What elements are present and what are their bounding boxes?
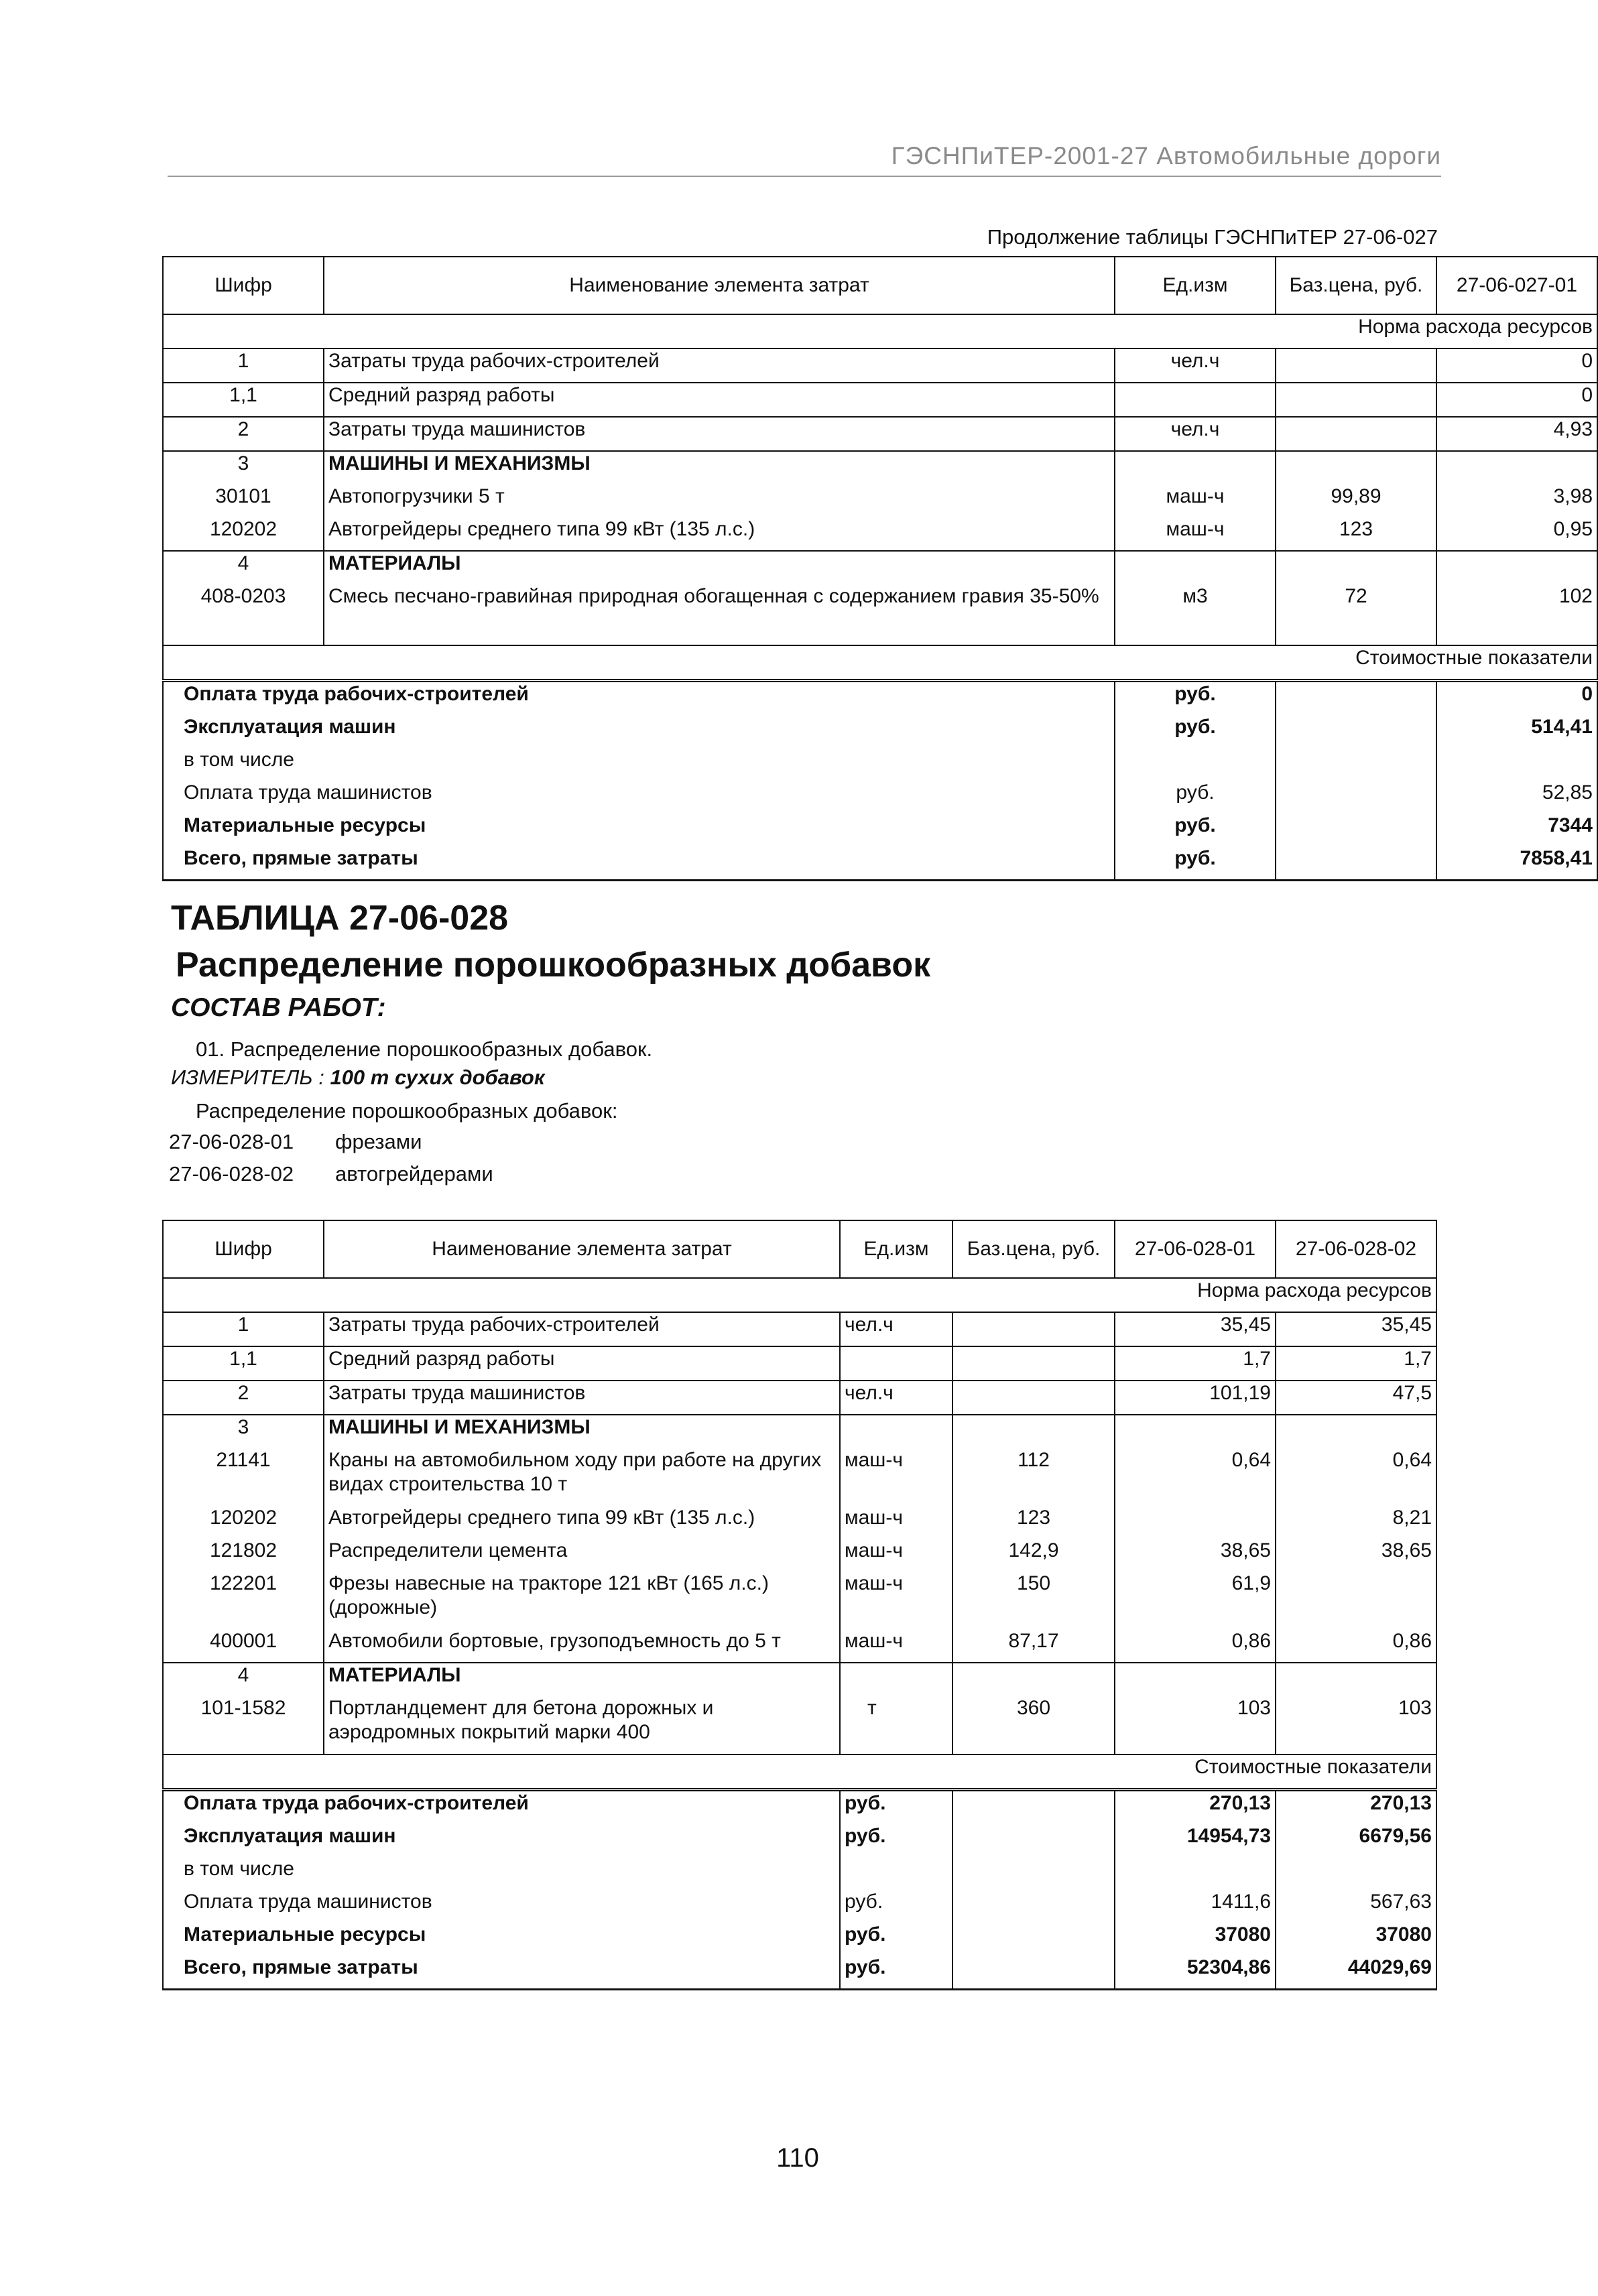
cell-price <box>952 1663 1115 1696</box>
cell-value: 0 <box>1436 348 1597 383</box>
cost-label: Материальные ресурсы <box>163 814 1115 846</box>
cost-value-1: 270,13 <box>1115 1790 1276 1825</box>
cell-name: Автогрейдеры среднего типа 99 кВт (135 л.с.) <box>324 1506 840 1539</box>
table-row <box>163 551 1597 584</box>
cost-value-1: 1411,6 <box>1115 1890 1276 1923</box>
col-header-price: Баз.цена, руб. <box>1276 257 1436 314</box>
col-header-name: Наименование элемента затрат <box>324 1220 840 1278</box>
cost-row <box>163 1824 1436 1857</box>
cell-section-name: МАТЕРИАЛЫ <box>324 1663 840 1696</box>
cost-section-row <box>163 1755 1436 1790</box>
header-rule <box>168 176 1441 177</box>
cell-value-2 <box>1276 1663 1436 1696</box>
table-row <box>163 348 1597 383</box>
cell-value-1: 101,19 <box>1115 1381 1276 1415</box>
cell-price: 87,17 <box>952 1629 1115 1663</box>
cost-row <box>163 814 1597 846</box>
cost-value-2: 567,63 <box>1276 1890 1436 1923</box>
table-row <box>163 1696 1436 1755</box>
cell-name: Средний разряд работы <box>324 1346 840 1381</box>
cell-value-2: 103 <box>1276 1696 1436 1755</box>
cost-value: 514,41 <box>1436 715 1597 748</box>
cell-code: 1 <box>163 348 324 383</box>
cost-unit: руб. <box>840 1923 952 1956</box>
cost-value-2: 6679,56 <box>1276 1824 1436 1857</box>
cost-value-2: 37080 <box>1276 1923 1436 1956</box>
cost-value: 0 <box>1436 681 1597 716</box>
cell-unit: маш-ч <box>1115 485 1276 517</box>
cost-value-1: 37080 <box>1115 1923 1276 1956</box>
cost-label: Оплата труда машинистов <box>163 781 1115 814</box>
cell-value-1: 1,7 <box>1115 1346 1276 1381</box>
col-header-variant-2: 27-06-028-02 <box>1276 1220 1436 1278</box>
table-row <box>163 1312 1436 1346</box>
col-header-name: Наименование элемента затрат <box>324 257 1115 314</box>
running-head: ГЭСНПиТЕР-2001-27 Автомобильные дороги <box>891 142 1441 170</box>
cell-price <box>1276 383 1436 417</box>
table-header-row <box>163 257 1597 314</box>
table-row <box>163 1629 1436 1663</box>
cell-code: 2 <box>163 417 324 451</box>
measure-label: ИЗМЕРИТЕЛЬ : <box>171 1066 324 1089</box>
cell-value <box>1436 551 1597 584</box>
cost-label: Всего, прямые затраты <box>163 1956 840 1990</box>
norm-section-label: Норма расхода ресурсов <box>163 1278 1436 1312</box>
cost-label: Оплата труда рабочих-строителей <box>163 1790 840 1825</box>
cell-value-1: 35,45 <box>1115 1312 1276 1346</box>
col-header-variant: 27-06-027-01 <box>1436 257 1597 314</box>
variant-code: 27-06-028-01 <box>169 1130 294 1153</box>
table-continuation-caption: Продолжение таблицы ГЭСНПиТЕР 27-06-027 <box>987 225 1438 249</box>
cell-unit: маш-ч <box>840 1539 952 1572</box>
table-row <box>163 417 1597 451</box>
col-header-price: Баз.цена, руб. <box>952 1220 1115 1278</box>
cell-name: Портландцемент для бетона дорожных и аэродромных покрытий марки 400 <box>324 1696 840 1755</box>
cost-unit: руб. <box>840 1824 952 1857</box>
cell-price <box>1276 451 1436 485</box>
cell-name: Фрезы навесные на тракторе 121 кВт (165 л.с.) (дорожные) <box>324 1572 840 1629</box>
table-row <box>163 485 1597 517</box>
cell-value-1 <box>1115 1663 1276 1696</box>
cell-code: 1 <box>163 1312 324 1346</box>
cost-value-1 <box>1115 1857 1276 1890</box>
col-header-variant-1: 27-06-028-01 <box>1115 1220 1276 1278</box>
cell-value-2: 8,21 <box>1276 1506 1436 1539</box>
cost-label: в том числе <box>163 1857 840 1890</box>
cell-code: 120202 <box>163 1506 324 1539</box>
cell-price: 99,89 <box>1276 485 1436 517</box>
cost-row <box>163 781 1597 814</box>
cell-value <box>1436 451 1597 485</box>
cell-code: 400001 <box>163 1629 324 1663</box>
cell-value: 4,93 <box>1436 417 1597 451</box>
cell-name: Распределители цемента <box>324 1539 840 1572</box>
cell-value: 102 <box>1436 584 1597 645</box>
cost-label: Материальные ресурсы <box>163 1923 840 1956</box>
variant-name: фрезами <box>335 1130 422 1153</box>
cell-value-1: 103 <box>1115 1696 1276 1755</box>
table-title: ТАБЛИЦА 27-06-028 <box>171 899 509 938</box>
cost-label: Оплата труда машинистов <box>163 1890 840 1923</box>
variant-code: 27-06-028-02 <box>169 1162 294 1186</box>
cell-unit: чел.ч <box>840 1381 952 1415</box>
cell-unit: маш-ч <box>840 1629 952 1663</box>
cell-value-1: 61,9 <box>1115 1572 1276 1629</box>
cell-name: Затраты труда машинистов <box>324 417 1115 451</box>
cost-unit: руб. <box>840 1790 952 1825</box>
cell-section-name: МАШИНЫ И МЕХАНИЗМЫ <box>324 451 1115 485</box>
cost-value-2: 270,13 <box>1276 1790 1436 1825</box>
cell-unit <box>1115 451 1276 485</box>
cell-value-2: 47,5 <box>1276 1381 1436 1415</box>
cell-code: 2 <box>163 1381 324 1415</box>
cell-name: Затраты труда рабочих-строителей <box>324 348 1115 383</box>
cell-unit <box>1115 383 1276 417</box>
cell-value-2: 38,65 <box>1276 1539 1436 1572</box>
cost-value <box>1436 748 1597 781</box>
cell-value: 0 <box>1436 383 1597 417</box>
cell-section-name: МАТЕРИАЛЫ <box>324 551 1115 584</box>
cost-unit <box>1115 748 1276 781</box>
table-row <box>163 451 1597 485</box>
cell-code: 30101 <box>163 485 324 517</box>
cost-label: Всего, прямые затраты <box>163 846 1115 881</box>
table-row <box>163 1572 1436 1629</box>
cell-value-2 <box>1276 1572 1436 1629</box>
cell-code: 21141 <box>163 1448 324 1506</box>
cell-value-1 <box>1115 1506 1276 1539</box>
cell-code: 122201 <box>163 1572 324 1629</box>
table-subtitle: Распределение порошкообразных добавок <box>176 946 931 984</box>
table-row <box>163 1381 1436 1415</box>
cell-unit <box>840 1415 952 1448</box>
table-row <box>163 1663 1436 1696</box>
cell-value-2: 1,7 <box>1276 1346 1436 1381</box>
cell-price <box>1276 348 1436 383</box>
resource-table-27-06-028 <box>162 1220 1437 1990</box>
cell-unit: м3 <box>1115 584 1276 645</box>
cost-row <box>163 1890 1436 1923</box>
cell-value-1: 0,64 <box>1115 1448 1276 1506</box>
cell-code: 101-1582 <box>163 1696 324 1755</box>
cell-price <box>952 1381 1115 1415</box>
cost-value: 52,85 <box>1436 781 1597 814</box>
cell-unit <box>840 1663 952 1696</box>
cell-name: Автомобили бортовые, грузоподъемность до 5 т <box>324 1629 840 1663</box>
cell-price: 142,9 <box>952 1539 1115 1572</box>
table-row <box>163 1415 1436 1448</box>
cell-price: 72 <box>1276 584 1436 645</box>
variants-intro: Распределение порошкообразных добавок: <box>196 1099 618 1123</box>
cost-row <box>163 1956 1436 1990</box>
col-header-unit: Ед.изм <box>1115 257 1276 314</box>
cell-code: 1,1 <box>163 1346 324 1381</box>
cell-unit: маш-ч <box>840 1506 952 1539</box>
work-composition-label: СОСТАВ РАБОТ: <box>171 993 386 1022</box>
cost-label: Оплата труда рабочих-строителей <box>163 681 1115 716</box>
cell-price <box>952 1346 1115 1381</box>
table-row <box>163 1506 1436 1539</box>
col-header-code: Шифр <box>163 257 324 314</box>
cell-code: 121802 <box>163 1539 324 1572</box>
cell-code: 120202 <box>163 517 324 551</box>
cell-code: 3 <box>163 451 324 485</box>
cost-value-2 <box>1276 1857 1436 1890</box>
cost-row <box>163 748 1597 781</box>
cell-value-2: 0,64 <box>1276 1448 1436 1506</box>
cost-unit <box>840 1857 952 1890</box>
norm-section-row <box>163 314 1597 348</box>
cost-value-2: 44029,69 <box>1276 1956 1436 1990</box>
cell-price: 123 <box>1276 517 1436 551</box>
cell-value-2: 0,86 <box>1276 1629 1436 1663</box>
table-row <box>163 1346 1436 1381</box>
measure-line <box>171 1066 545 1090</box>
cell-unit: маш-ч <box>840 1572 952 1629</box>
cell-value-1 <box>1115 1415 1276 1448</box>
table-row <box>163 383 1597 417</box>
cell-code: 3 <box>163 1415 324 1448</box>
cell-name: Автопогрузчики 5 т <box>324 485 1115 517</box>
cell-unit: т <box>840 1696 952 1755</box>
cost-unit: руб. <box>1115 781 1276 814</box>
cell-code: 1,1 <box>163 383 324 417</box>
cost-section-label: Стоимостные показатели <box>163 1755 1436 1790</box>
cell-price <box>952 1312 1115 1346</box>
cost-unit: руб. <box>1115 814 1276 846</box>
table-row <box>163 517 1597 551</box>
cell-unit <box>1115 551 1276 584</box>
cost-row <box>163 1923 1436 1956</box>
cell-name: Затраты труда рабочих-строителей <box>324 1312 840 1346</box>
cost-unit: руб. <box>840 1956 952 1990</box>
cell-name: Затраты труда машинистов <box>324 1381 840 1415</box>
table-header-row <box>163 1220 1436 1278</box>
norm-section-row <box>163 1278 1436 1312</box>
table-row <box>163 1539 1436 1572</box>
cost-value-1: 14954,73 <box>1115 1824 1276 1857</box>
cost-value: 7858,41 <box>1436 846 1597 881</box>
cell-value-2 <box>1276 1415 1436 1448</box>
cell-price <box>1276 417 1436 451</box>
cell-code: 4 <box>163 551 324 584</box>
col-header-unit: Ед.изм <box>840 1220 952 1278</box>
cell-price: 112 <box>952 1448 1115 1506</box>
work-composition-item: 01. Распределение порошкообразных добавок. <box>196 1037 653 1061</box>
cell-price: 360 <box>952 1696 1115 1755</box>
cell-value-2: 35,45 <box>1276 1312 1436 1346</box>
cell-value-1: 0,86 <box>1115 1629 1276 1663</box>
cell-section-name: МАШИНЫ И МЕХАНИЗМЫ <box>324 1415 840 1448</box>
cell-name: Автогрейдеры среднего типа 99 кВт (135 л.с.) <box>324 517 1115 551</box>
cell-value: 0,95 <box>1436 517 1597 551</box>
cell-unit: чел.ч <box>840 1312 952 1346</box>
measure-value: 100 т сухих добавок <box>330 1066 545 1089</box>
variant-name: автогрейдерами <box>335 1162 493 1186</box>
cost-section-label: Стоимостные показатели <box>163 645 1597 681</box>
cost-row <box>163 715 1597 748</box>
cell-unit: маш-ч <box>1115 517 1276 551</box>
cost-label: Эксплуатация машин <box>163 715 1115 748</box>
col-header-code: Шифр <box>163 1220 324 1278</box>
cell-code: 408-0203 <box>163 584 324 645</box>
cost-unit: руб. <box>1115 681 1276 716</box>
cell-name: Смесь песчано-гравийная природная обогащенная с содержанием гравия 35-50% <box>324 584 1115 645</box>
cost-unit: руб. <box>840 1890 952 1923</box>
cell-unit: маш-ч <box>840 1448 952 1506</box>
table-row <box>163 584 1597 645</box>
cell-price: 150 <box>952 1572 1115 1629</box>
cost-section-row <box>163 645 1597 681</box>
cell-price <box>1276 551 1436 584</box>
cost-row <box>163 1857 1436 1890</box>
cost-unit: руб. <box>1115 715 1276 748</box>
table-row <box>163 1448 1436 1506</box>
cell-name: Средний разряд работы <box>324 383 1115 417</box>
cell-unit: чел.ч <box>1115 348 1276 383</box>
cell-price <box>952 1415 1115 1448</box>
cost-label: в том числе <box>163 748 1115 781</box>
cost-row <box>163 681 1597 716</box>
cost-row <box>163 1790 1436 1825</box>
cell-value-1: 38,65 <box>1115 1539 1276 1572</box>
cell-value: 3,98 <box>1436 485 1597 517</box>
cost-label: Эксплуатация машин <box>163 1824 840 1857</box>
resource-table-27-06-027 <box>162 256 1598 881</box>
cost-row <box>163 846 1597 881</box>
cell-code: 4 <box>163 1663 324 1696</box>
cost-value: 7344 <box>1436 814 1597 846</box>
page-number: 110 <box>776 2143 819 2173</box>
cell-unit <box>840 1346 952 1381</box>
cell-unit: чел.ч <box>1115 417 1276 451</box>
cell-price: 123 <box>952 1506 1115 1539</box>
cost-value-1: 52304,86 <box>1115 1956 1276 1990</box>
norm-section-label: Норма расхода ресурсов <box>163 314 1597 348</box>
cell-name: Краны на автомобильном ходу при работе на других видах строительства 10 т <box>324 1448 840 1506</box>
cost-unit: руб. <box>1115 846 1276 881</box>
